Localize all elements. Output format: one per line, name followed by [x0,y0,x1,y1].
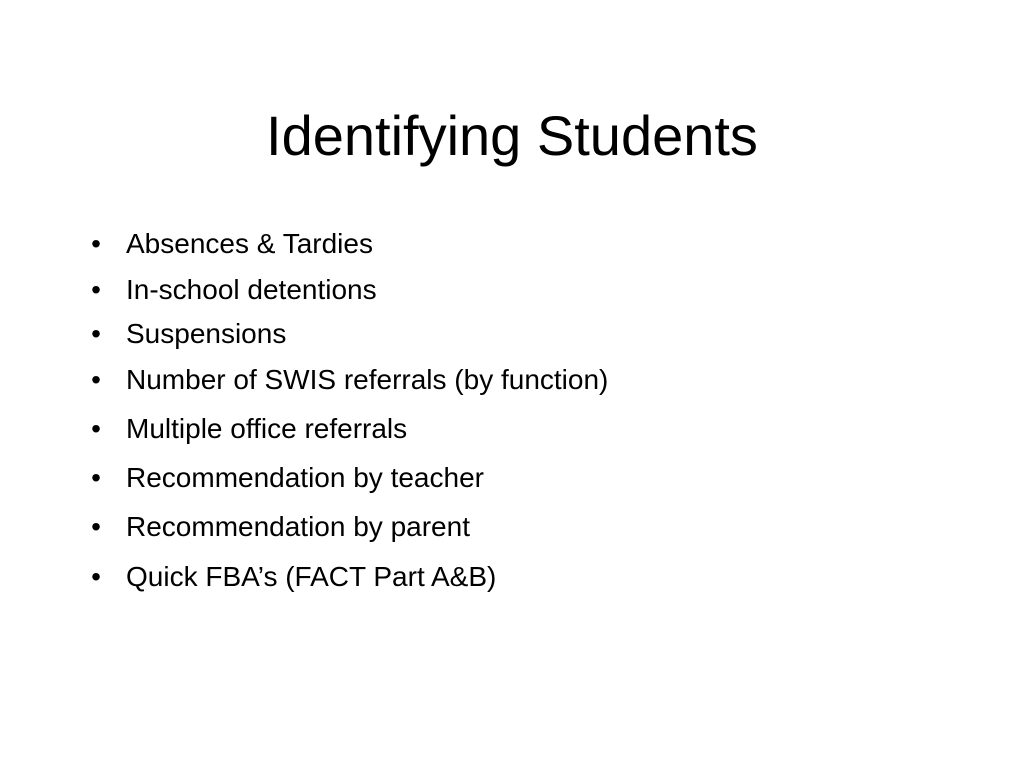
list-item-text: Absences & Tardies [126,228,373,259]
list-item [0,270,1024,310]
slide-title: Identifying Students [266,104,758,167]
list-item-text: Recommendation by parent [126,511,470,542]
list-item [0,360,1024,400]
bullet-icon: • [91,318,101,349]
list-item [0,409,1024,449]
bullet-icon: • [91,274,101,305]
list-item-text: Suspensions [126,318,287,349]
list-item [0,314,1024,354]
list-item [0,557,1024,597]
list-item-text: Number of SWIS referrals (by function) [126,364,609,395]
bullet-icon: • [91,511,101,542]
list-item [0,224,1024,264]
bullet-icon: • [91,364,101,395]
bullet-icon: • [91,561,101,592]
list-item-text: Quick FBA’s (FACT Part A&B) [126,561,497,592]
bullet-icon: • [91,228,101,259]
bullet-icon: • [91,462,101,493]
bullet-icon: • [91,413,101,444]
list-item-text: Multiple office referrals [126,413,408,444]
list-item [0,458,1024,498]
list-item-text: In-school detentions [126,274,377,305]
list-item [0,507,1024,547]
list-item-text: Recommendation by teacher [126,462,484,493]
